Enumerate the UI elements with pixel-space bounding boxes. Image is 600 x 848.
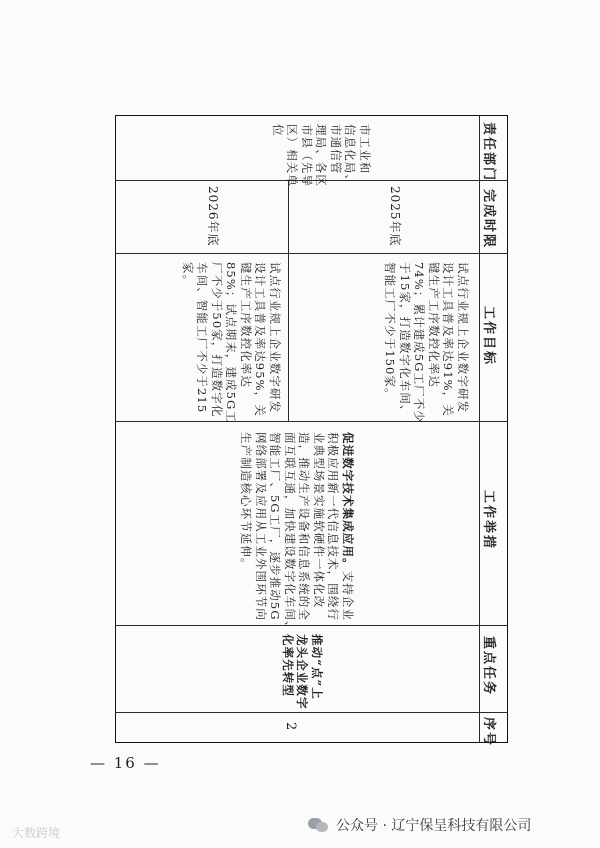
- row-task: [281, 634, 325, 710]
- deadline-2026: 2026年底: [206, 186, 220, 247]
- goals-line: 于15家，打造数字化车间、: [398, 262, 412, 418]
- header-deadline: 完成时限: [481, 189, 496, 250]
- goals-line: 智能工厂不少于150家。: [383, 262, 398, 401]
- table-top-border: [115, 115, 507, 116]
- goals-line: 设计工具普及率达91%，关: [441, 262, 456, 417]
- goals-line: 试点行业规上企业数字研发: [456, 262, 470, 414]
- measures-line: [341, 432, 356, 634]
- table-right-border: [507, 115, 508, 743]
- header-goals: 工作目标: [481, 306, 496, 367]
- goals-line: 85%；试点期末，建成5G工: [224, 262, 239, 423]
- header-seq: 序号: [481, 717, 496, 748]
- header-measures: 工作举措: [481, 490, 496, 551]
- goals-line: 试点行业规上企业数字研发: [268, 262, 282, 414]
- goals-line: 键生产工序数控化率达: [427, 262, 441, 388]
- measures-line: 面互联互通，加快建设数字化车间、: [283, 432, 297, 634]
- watermark-left: 大数跨境: [12, 826, 61, 840]
- measures-first-rest: 支持企业: [341, 570, 355, 622]
- measures-line: 网络部署及应用从工业外围环节向: [254, 432, 268, 621]
- goals-line: 键生产工序数控化率达: [239, 262, 253, 388]
- dept-line: 信息化局、: [343, 124, 358, 187]
- dept-line: 区）相关单: [285, 124, 300, 187]
- wechat-icon: [308, 816, 330, 834]
- task-line: 龙头企业数字: [295, 634, 310, 710]
- dept-line: 市工业和: [358, 124, 372, 175]
- col-sep-task: [115, 712, 507, 713]
- watermark-right: [308, 815, 531, 835]
- col-sep-deadline: [115, 253, 507, 254]
- task-line: 化率先转型: [281, 634, 295, 697]
- goals-line: 设计工具普及率达95%，关: [253, 262, 268, 417]
- dept-line: 市通信管: [329, 124, 343, 175]
- table-left-border: [115, 115, 116, 743]
- task-line: 推动“点”上: [310, 634, 324, 700]
- goals-line: 家。: [181, 262, 195, 288]
- watermark-right-text: 公众号 · 辽宁保呈科技有限公司: [336, 818, 532, 834]
- measures-title: 促进数字技术集成应用。: [341, 432, 355, 571]
- measures-line: 业典型场景实施软硬件一体化改: [312, 432, 326, 609]
- page-number: — 16 —: [90, 754, 161, 772]
- deadline-2025: 2025年底: [388, 186, 402, 247]
- table-bottom-border: [115, 742, 507, 743]
- dept-line: 理局、各区: [314, 124, 329, 187]
- measures-line: 生产制造核心环节延伸。: [239, 432, 254, 571]
- measures-line: 智能工厂、5G工厂，逐步推动5G: [268, 432, 283, 621]
- row-seq: 2: [283, 722, 298, 731]
- measures-line: 积极应用新一代信息技术，围绕行: [326, 432, 341, 621]
- goals-line: 厂不少于50家，打造数字化: [210, 262, 224, 418]
- goals-line: 车间、智能工厂不少于215: [195, 262, 210, 414]
- goals-2026: [181, 262, 283, 423]
- goals-2025: [383, 262, 470, 423]
- row-dept: [271, 124, 373, 187]
- goals-line: 74%；累计建成5G工厂不少: [412, 262, 427, 423]
- dept-line: 市县（先导: [300, 124, 314, 187]
- header-task: 重点任务: [481, 636, 496, 697]
- header-divider: [479, 115, 480, 743]
- header-dept: 责任部门: [481, 122, 496, 183]
- row-measures: [239, 432, 355, 634]
- measures-line: 造，推动生产设备和信息系统的全: [297, 432, 312, 621]
- row-split: [288, 180, 289, 421]
- dept-line: 位: [271, 124, 285, 137]
